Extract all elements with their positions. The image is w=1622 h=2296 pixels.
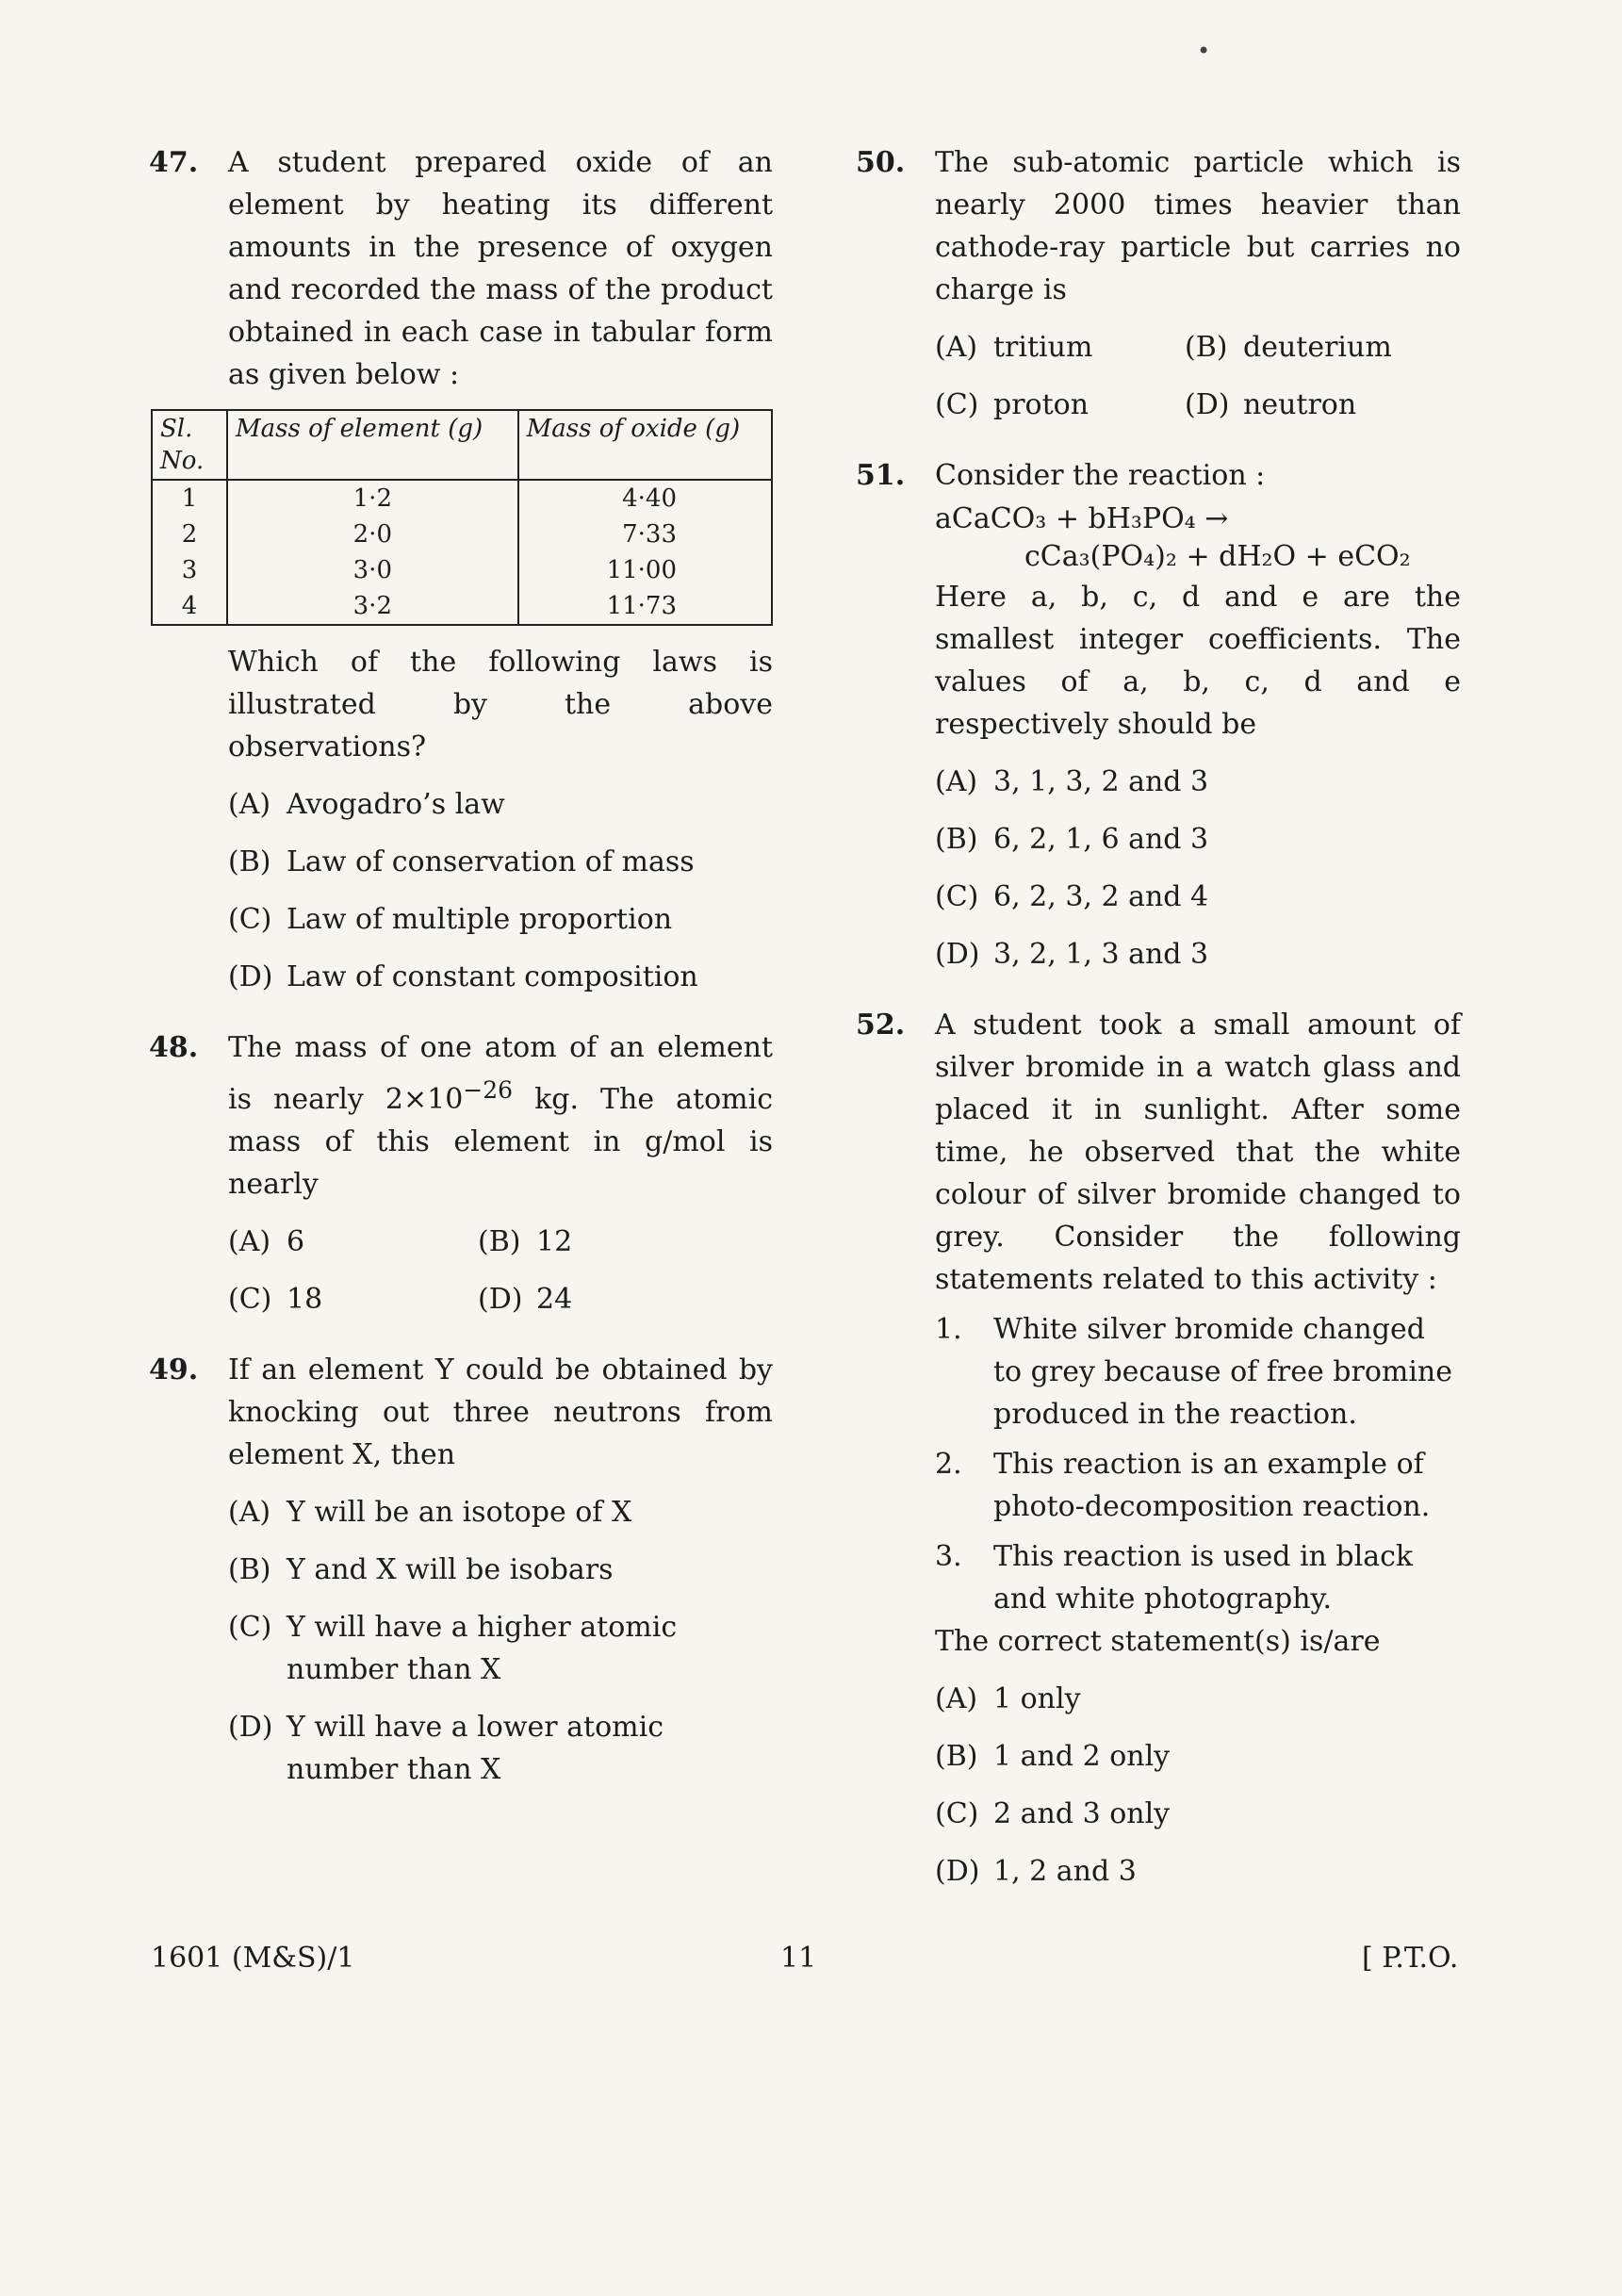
options-row <box>858 326 1461 369</box>
question-text <box>151 1026 773 1205</box>
option-label: (A) <box>228 788 271 821</box>
option-text: 6, 2, 3, 2 and 4 <box>993 880 1209 913</box>
option-label: (B) <box>1185 331 1228 364</box>
option-text: Y will have a lower atomic number than X <box>287 1711 664 1786</box>
statement-text: This reaction is used in black and white photography. <box>993 1540 1414 1615</box>
question-text: Consider the reaction : <box>935 459 1266 492</box>
question-text: The sub-atomic particle which is nearly 2000 times heavier than cathode-ray particle but carries no charge is <box>935 146 1461 306</box>
question-text: If an element Y could be obtained by knocking out three neutrons from element X, then <box>228 1353 773 1471</box>
option-c[interactable] <box>151 1606 773 1691</box>
equation-line: aCaCO₃ + bH₃PO₄ → <box>935 502 1229 535</box>
option-label: (A) <box>935 331 978 364</box>
statement-text: This reaction is an example of photo-decomposition reaction. <box>993 1448 1431 1523</box>
right-column <box>858 141 1461 1921</box>
option-d[interactable] <box>1185 384 1434 426</box>
option-text: deuterium <box>1243 331 1392 364</box>
option-b[interactable] <box>858 1735 1461 1778</box>
question-49 <box>151 1349 773 1791</box>
option-label: (B) <box>228 845 271 878</box>
question-51 <box>858 454 1461 976</box>
option-text: 2 and 3 only <box>993 1797 1171 1830</box>
option-text: Y and X will be isobars <box>287 1553 614 1586</box>
option-label: (C) <box>228 1283 272 1316</box>
top-dot-mark: • <box>1197 38 1211 64</box>
question-number: 51. <box>856 459 906 492</box>
option-d[interactable] <box>478 1278 728 1320</box>
option-a[interactable] <box>858 761 1461 803</box>
option-label: (A) <box>935 1682 978 1715</box>
option-label: (C) <box>935 880 979 913</box>
option-text: Law of conservation of mass <box>287 845 695 878</box>
question-47 <box>151 141 773 998</box>
statement-2 <box>858 1443 1461 1528</box>
option-label: (D) <box>478 1283 523 1316</box>
option-text: neutron <box>1243 388 1357 421</box>
statement-number: 2. <box>935 1448 962 1481</box>
pto-label: [ P.T.O. <box>1362 1942 1459 1975</box>
option-b[interactable] <box>151 1549 773 1591</box>
option-b[interactable] <box>1185 326 1434 369</box>
table-cell: 1·2 <box>227 480 518 517</box>
data-table-wrapper <box>151 409 773 626</box>
option-text: 6, 2, 1, 6 and 3 <box>993 823 1209 856</box>
option-label: (C) <box>228 1611 272 1644</box>
option-d[interactable] <box>151 1706 773 1791</box>
option-label: (D) <box>228 960 273 993</box>
option-text: proton <box>993 388 1090 421</box>
option-text: 1, 2 and 3 <box>993 1855 1137 1888</box>
table-cell: 2·0 <box>227 517 518 552</box>
option-c[interactable] <box>858 1793 1461 1835</box>
question-number: 48. <box>149 1031 199 1064</box>
option-label: (C) <box>935 1797 979 1830</box>
option-b[interactable] <box>478 1221 728 1263</box>
option-d[interactable] <box>858 1850 1461 1893</box>
table-cell: 11·00 <box>518 552 772 588</box>
statement-text: White silver bromide changed to grey because of free bromine produced in the reaction. <box>993 1313 1453 1431</box>
option-label: (D) <box>228 1711 273 1744</box>
option-text: 18 <box>287 1283 323 1316</box>
page-number: 11 <box>780 1942 817 1975</box>
option-b[interactable] <box>858 818 1461 861</box>
statement-3 <box>858 1535 1461 1620</box>
option-a[interactable] <box>228 1221 478 1263</box>
exponent: −26 <box>463 1076 514 1104</box>
option-text: Y will have a higher atomic number than X <box>287 1611 678 1686</box>
question-48 <box>151 1026 773 1320</box>
option-label: (B) <box>935 1740 978 1773</box>
question-prompt: Here a, b, c, d and e are the smallest integer coefficients. The values of a, b, c, d and e respectively should be <box>935 581 1461 741</box>
option-label: (D) <box>1185 388 1230 421</box>
option-text: 12 <box>536 1225 573 1258</box>
table-cell: 2 <box>152 517 227 552</box>
table-cell: 3·0 <box>227 552 518 588</box>
option-label: (D) <box>935 1855 980 1888</box>
option-d[interactable] <box>151 956 773 998</box>
table-cell: 11·73 <box>518 588 772 625</box>
option-text: 24 <box>536 1283 573 1316</box>
option-text: 1 and 2 only <box>993 1740 1171 1773</box>
option-text: Y will be an isotope of X <box>287 1496 632 1529</box>
option-a[interactable] <box>935 326 1185 369</box>
question-text: A student prepared oxide of an element by heating its different amounts in the presence of oxygen and recorded the mass of the product obtained in each case in tabular form as given below : <box>228 146 773 391</box>
question-prompt: Which of the following laws is illustrated by the above observations? <box>228 646 773 763</box>
option-b[interactable] <box>151 841 773 883</box>
statement-1 <box>858 1308 1461 1435</box>
option-a[interactable] <box>151 783 773 826</box>
option-c[interactable] <box>151 898 773 941</box>
question-text-part: The mass of one atom of an element is nearly 2×10 <box>228 1031 773 1116</box>
table-header-element: Mass of element (g) <box>227 410 518 480</box>
options-row <box>151 1221 773 1263</box>
question-text: A student took a small amount of silver bromide in a watch glass and placed it in sunlight. After some time, he observed that the white colour of silver bromide changed to grey. Consider the following statements related to this activity : <box>935 1009 1461 1296</box>
question-50 <box>858 141 1461 426</box>
option-text: 1 only <box>993 1682 1081 1715</box>
left-column <box>151 141 773 1819</box>
table-row <box>152 517 772 552</box>
question-number: 52. <box>856 1009 906 1041</box>
equation-line: cCa₃(PO₄)₂ + dH₂O + eCO₂ <box>1024 540 1411 573</box>
option-label: (D) <box>935 938 980 971</box>
option-c[interactable] <box>935 384 1185 426</box>
option-text: 3, 1, 3, 2 and 3 <box>993 765 1209 798</box>
table-cell: 3 <box>152 552 227 588</box>
options-row <box>858 384 1461 426</box>
option-a[interactable] <box>151 1491 773 1533</box>
question-number: 49. <box>149 1353 199 1386</box>
statement-number: 3. <box>935 1540 962 1573</box>
option-c[interactable] <box>228 1278 478 1320</box>
option-a[interactable] <box>858 1678 1461 1720</box>
option-label: (A) <box>228 1496 271 1529</box>
table-cell: 1 <box>152 480 227 517</box>
paper-code: 1601 (M&S)/1 <box>151 1942 355 1975</box>
table-row <box>152 588 772 625</box>
option-label: (A) <box>228 1225 271 1258</box>
option-label: (B) <box>228 1553 271 1586</box>
options-row <box>151 1278 773 1320</box>
option-d[interactable] <box>858 933 1461 976</box>
question-number: 50. <box>856 146 906 179</box>
question-text-part: kg. The atomic mass of this element in g/mol is nearly <box>228 1083 773 1201</box>
option-text: Law of constant composition <box>287 960 698 993</box>
option-text: tritium <box>993 331 1093 364</box>
table-cell: 4 <box>152 588 227 625</box>
question-number: 47. <box>149 146 199 179</box>
statement-number: 1. <box>935 1313 962 1346</box>
option-label: (C) <box>935 388 979 421</box>
option-label: (A) <box>935 765 978 798</box>
table-cell: 7·33 <box>518 517 772 552</box>
table-cell: 4·40 <box>518 480 772 517</box>
table-cell: 3·2 <box>227 588 518 625</box>
option-label: (C) <box>228 903 272 936</box>
option-text: 3, 2, 1, 3 and 3 <box>993 938 1209 971</box>
table-row <box>152 480 772 517</box>
table-header-oxide: Mass of oxide (g) <box>518 410 772 480</box>
table-header-slno: Sl. No. <box>152 410 227 480</box>
option-c[interactable] <box>858 876 1461 918</box>
question-prompt: The correct statement(s) is/are <box>935 1625 1381 1658</box>
question-52 <box>858 1004 1461 1893</box>
table-row <box>152 552 772 588</box>
chemical-equation <box>858 500 1461 576</box>
option-label: (B) <box>478 1225 521 1258</box>
option-text: Avogadro’s law <box>287 788 505 821</box>
option-text: 6 <box>287 1225 305 1258</box>
option-text: Law of multiple proportion <box>287 903 673 936</box>
option-label: (B) <box>935 823 978 856</box>
data-table <box>151 409 773 626</box>
